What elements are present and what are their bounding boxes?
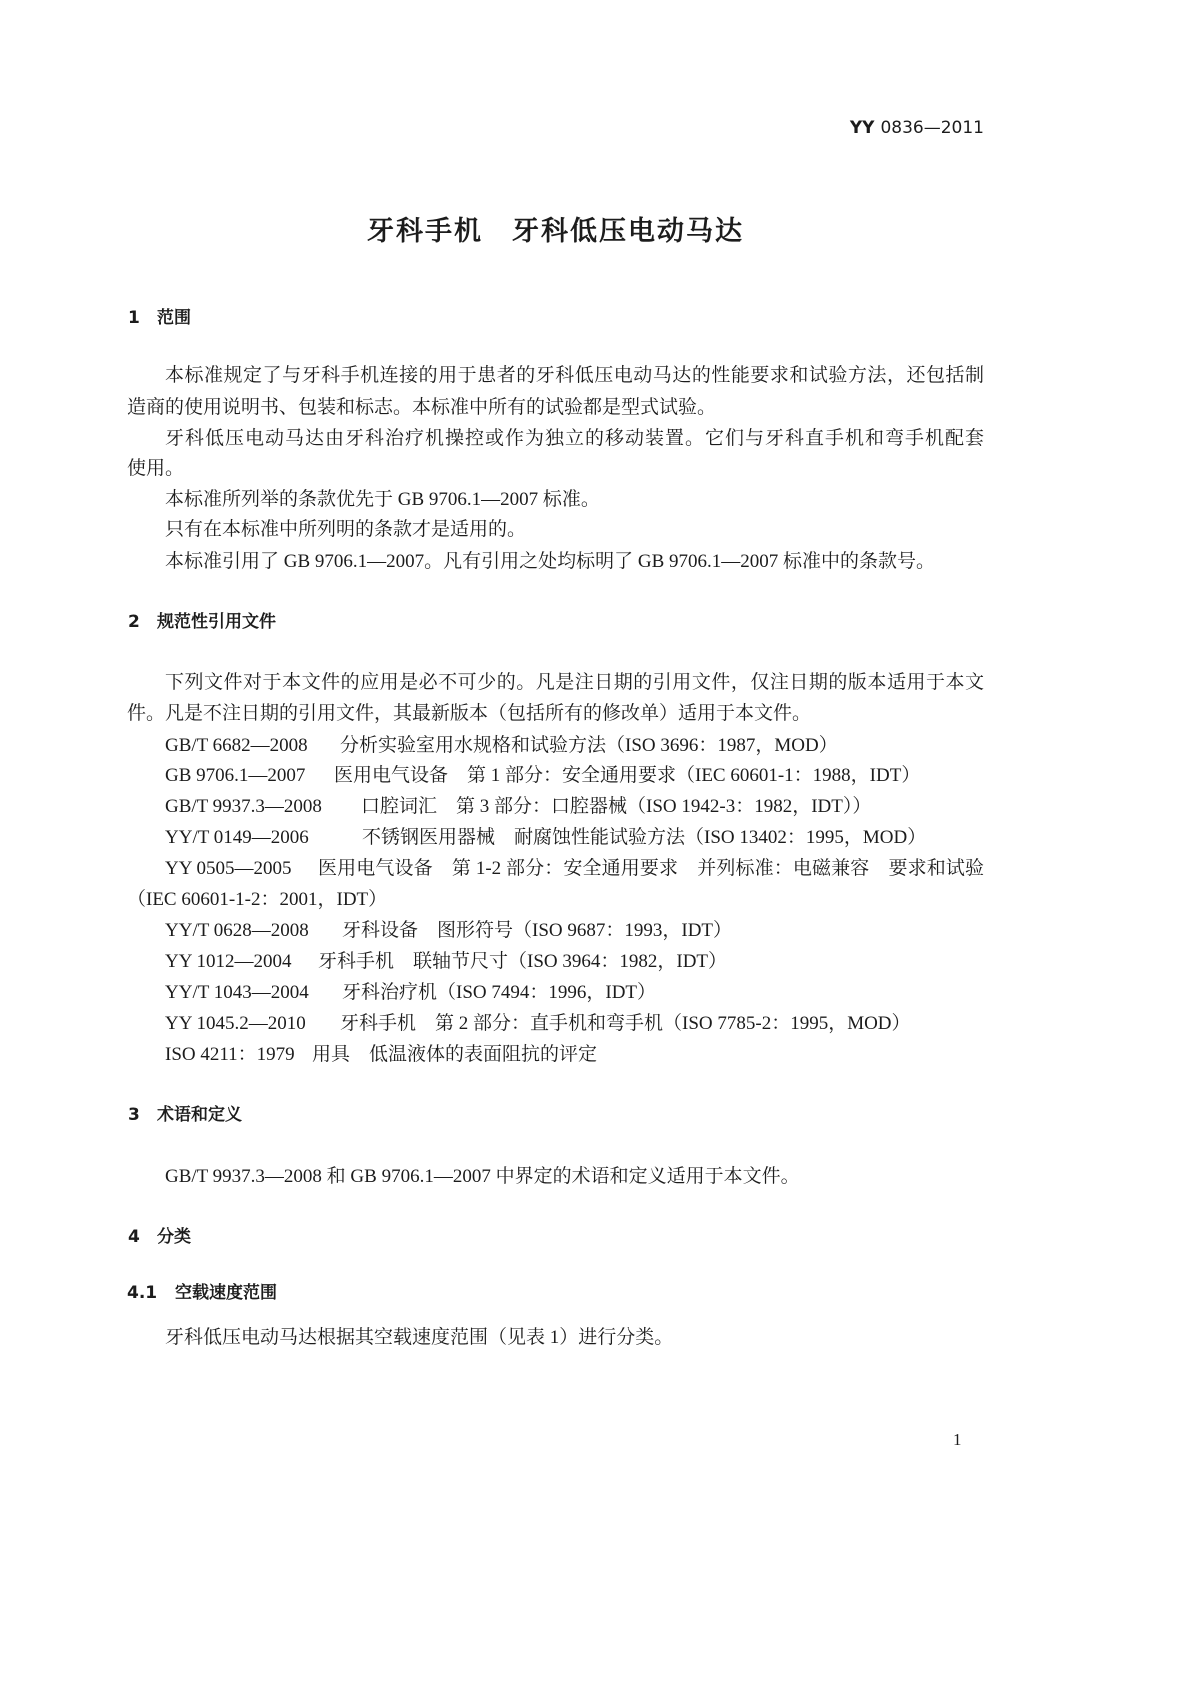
reference-title: 牙科手机 第 2 部分：直手机和弯手机（ISO 7785-2：1995，MOD） — [340, 1013, 911, 1034]
paragraph-line: 本标准规定了与牙科手机连接的用于患者的牙科低压电动马达的性能要求和试验方法，还包括制 — [165, 365, 984, 386]
reference-code: YY/T 1043—2004 — [165, 982, 309, 1003]
paragraph-line: 造商的使用说明书、包装和标志。本标准中所有的试验都是型式试验。 — [127, 397, 717, 418]
reference-code: YY 0505—2005 — [165, 858, 292, 879]
section-3-heading: 术语和定义 — [157, 1105, 242, 1125]
paragraph-line: 使用。 — [127, 458, 185, 479]
paragraph-line: 牙科低压电动马达根据其空载速度范围（见表 1）进行分类。 — [165, 1327, 674, 1348]
paragraph-line: 本标准引用了 GB 9706.1—2007。凡有引用之处均标明了 GB 9706.1—2007 标准中的条款号。 — [165, 551, 936, 572]
reference-title: 用具 低温液体的表面阻抗的评定 — [312, 1044, 598, 1065]
section-4-heading: 分类 — [157, 1227, 191, 1247]
paragraph-line: 只有在本标准中所列明的条款才是适用的。 — [165, 519, 527, 540]
section-2-heading: 规范性引用文件 — [157, 612, 276, 632]
paragraph-line: 下列文件对于本文件的应用是必不可少的。凡是注日期的引用文件，仅注日期的版本适用于本文 — [165, 672, 984, 693]
section-2-number: 2 — [128, 612, 140, 632]
paragraph-line: GB/T 9937.3—2008 和 GB 9706.1—2007 中界定的术语和定义适用于本文件。 — [165, 1166, 800, 1187]
reference-title: 医用电气设备 第 1-2 部分：安全通用要求 并列标准：电磁兼容 要求和试验 — [318, 858, 984, 879]
reference-code: YY/T 0628—2008 — [165, 920, 309, 941]
reference-code: YY 1045.2—2010 — [165, 1013, 306, 1034]
reference-title: 医用电气设备 第 1 部分：安全通用要求（IEC 60601-1：1988，IDT） — [334, 765, 921, 786]
standard-code-prefix: YY — [849, 118, 875, 138]
reference-code: GB/T 6682—2008 — [165, 735, 308, 756]
section-1-number: 1 — [128, 308, 140, 328]
subsection-4-1-number: 4.1 — [127, 1283, 158, 1303]
section-1-heading: 范围 — [157, 308, 191, 328]
reference-title: 分析实验室用水规格和试验方法（ISO 3696：1987，MOD） — [340, 735, 838, 756]
section-4-number: 4 — [128, 1227, 140, 1247]
reference-code: GB 9706.1—2007 — [165, 765, 306, 786]
page-number: 1 — [953, 1430, 962, 1449]
reference-title: 牙科手机 联轴节尺寸（ISO 3964：1982，IDT） — [318, 951, 728, 972]
reference-code: GB/T 9937.3—2008 — [165, 796, 322, 817]
paragraph-line: 牙科低压电动马达由牙科治疗机操控或作为独立的移动装置。它们与牙科直手机和弯手机配套 — [165, 428, 984, 449]
reference-code: YY 1012—2004 — [165, 951, 292, 972]
standard-code-number: 0836—2011 — [880, 118, 984, 138]
document-title: 牙科手机 牙科低压电动马达 — [367, 216, 744, 247]
standard-code — [700, 116, 984, 140]
reference-title: 口腔词汇 第 3 部分：口腔器械（ISO 1942-3：1982，IDT）） — [361, 796, 872, 817]
paragraph-line: 本标准所列举的条款优先于 GB 9706.1—2007 标准。 — [165, 489, 600, 510]
reference-title: 牙科治疗机（ISO 7494：1996，IDT） — [342, 982, 657, 1003]
subsection-4-1-heading: 空载速度范围 — [175, 1283, 277, 1303]
paragraph-line: 件。凡是不注日期的引用文件，其最新版本（包括所有的修改单）适用于本文件。 — [127, 703, 812, 724]
reference-code: YY/T 0149—2006 — [165, 827, 309, 848]
reference-title: 不锈钢医用器械 耐腐蚀性能试验方法（ISO 13402：1995，MOD） — [362, 827, 927, 848]
reference-title-continuation: （IEC 60601-1-2：2001，IDT） — [127, 889, 388, 910]
reference-code: ISO 4211：1979 — [165, 1044, 295, 1065]
section-3-number: 3 — [128, 1105, 140, 1125]
reference-title: 牙科设备 图形符号（ISO 9687：1993，IDT） — [342, 920, 733, 941]
